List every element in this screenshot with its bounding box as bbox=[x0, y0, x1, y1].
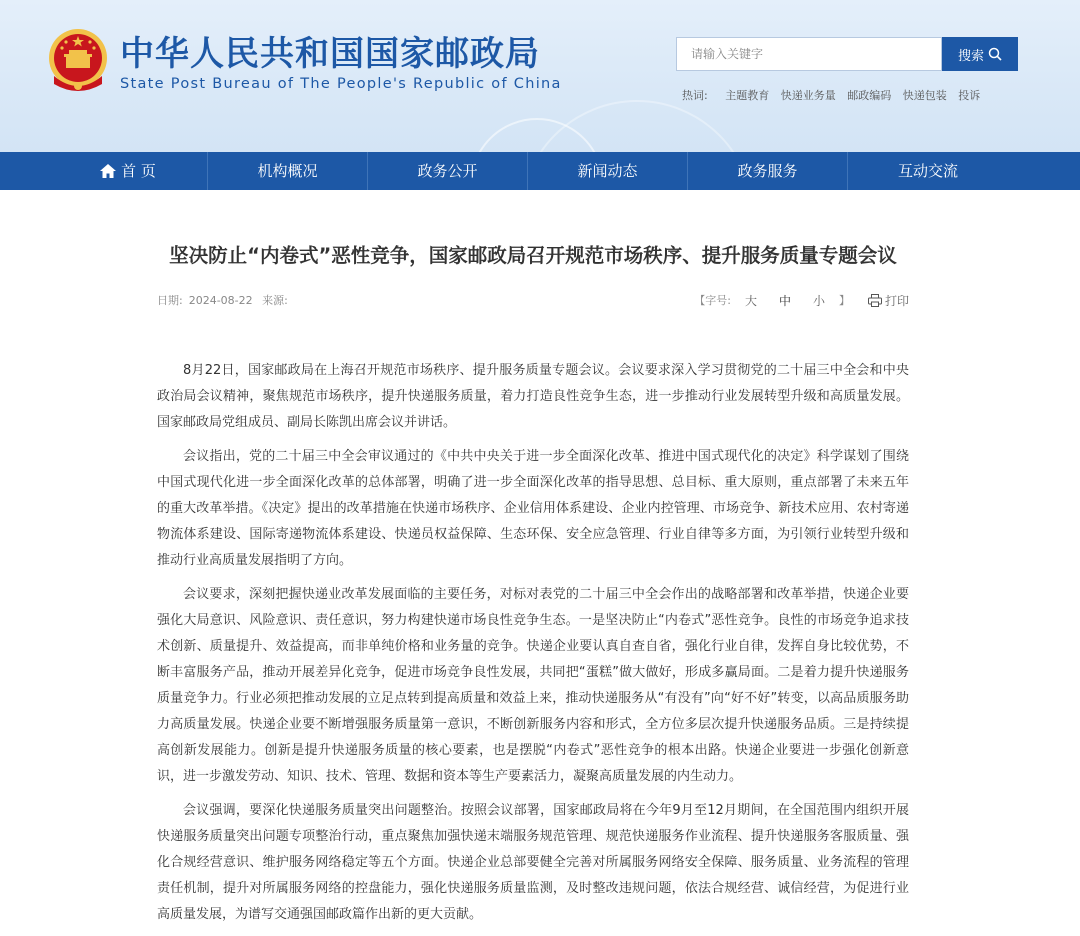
article-title: 坚决防止“内卷式”恶性竞争，国家邮政局召开规范市场秩序、提升服务质量专题会议 bbox=[169, 244, 897, 267]
hotwords-label: 热词: bbox=[682, 89, 708, 102]
search-icon bbox=[988, 47, 1002, 61]
printer-icon bbox=[868, 294, 882, 307]
hotword-link[interactable]: 快递业务量 bbox=[780, 89, 836, 102]
print-button[interactable] bbox=[868, 292, 909, 309]
article-meta-left bbox=[157, 292, 294, 308]
nav-item-label: 互动交流 bbox=[897, 162, 958, 180]
national-emblem-icon[interactable] bbox=[44, 26, 112, 96]
article-meta bbox=[157, 292, 909, 308]
article-tools bbox=[694, 292, 909, 309]
hotword-link[interactable]: 邮政编码 bbox=[847, 89, 892, 102]
site-subtitle: State Post Bureau of The People's Republic of China bbox=[120, 76, 562, 92]
nav-item-interaction[interactable] bbox=[848, 152, 1008, 190]
font-size-bracket: 】 bbox=[838, 294, 850, 307]
article-paragraph: 会议强调，要深化快递服务质量突出问题整治。按照会议部署，国家邮政局将在今年9月至12月期间，在全国范围内组织开展快递服务质量突出问题专项整治行动，重点聚焦加强快递末端服务规范管理、规范快递服务作业流程、提升快递服务客服质量、强化合规经营意识、维护服务网络稳定等五个方面。快递企业总部要健全完善对所属服务网络安全保障、服务质量、业务流程的管理责任机制，提升对所属服务网络的控盘能力，强化快递服务质量监测，及时整改违规问题，依法合规经营、诚信经营，为促进行业高质量发展，为谱写交通强国邮政篇作出新的更大贡献。 bbox=[157, 803, 909, 922]
nav-item-services[interactable] bbox=[688, 152, 848, 190]
nav-item-label: 政务公开 bbox=[417, 162, 478, 180]
nav-item-news[interactable] bbox=[528, 152, 688, 190]
hotwords-bar bbox=[682, 87, 988, 103]
article-paragraph: 8月22日，国家邮政局在上海召开规范市场秩序、提升服务质量专题会议。会议要求深入学习贯彻党的二十届三中全会和中央政治局会议精神，聚焦规范市场秩序，提升快递服务质量，着力打造良性竞争生态，进一步推动行业发展转型升级和高质量发展。国家邮政局党组成员、副局长陈凯出席会议并讲话。 bbox=[157, 363, 909, 430]
article-paragraph: 会议要求，深刻把握快递业改革发展面临的主要任务，对标对表党的二十届三中全会作出的战略部署和改革举措，快递企业要强化大局意识、风险意识、责任意识，努力构建快递市场良性竞争生态。一是坚决防止“内卷式”恶性竞争。良性的市场竞争追求技术创新、质量提升、效益提高，而非单纯价格和业务量的竞争。快递企业要认真自查自省，强化行业自律，发挥自身比较优势，不断丰富服务产品，推动开展差异化竞争，促进市场竞争良性发展，共同把“蛋糕”做大做好，形成多赢局面。二是着力提升快递服务质量竞争力。行业必须把推动发展的立足点转到提高质量和效益上来，推动快递服务从“有没有”向“好不好”转变，以高品质服务助力高质量发展。快递企业要不断增强服务质量第一意识，不断创新服务内容和形式，全方位多层次提升快递服务品质。三是持续提高创新发展能力。创新是提升快递服务质量的核心要素，也是摆脱“内卷式”恶性竞争的根本出路。快递企业要进一步强化创新意识，进一步激发劳动、知识、技术、管理、数据和资本等生产要素活力，凝聚高质量发展的内生动力。 bbox=[157, 587, 909, 784]
hotword-link[interactable]: 快递包装 bbox=[902, 89, 947, 102]
search-button[interactable] bbox=[942, 37, 1018, 71]
nav-item-government-affairs[interactable] bbox=[368, 152, 528, 190]
nav-item-home[interactable] bbox=[48, 152, 208, 190]
site-title[interactable]: 中华人民共和国国家邮政局 bbox=[120, 34, 540, 74]
article-paragraph: 会议指出，党的二十届三中全会审议通过的《中共中央关于进一步全面深化改革、推进中国式现代化的决定》科学谋划了围绕中国式现代化进一步全面深化改革的总体部署，明确了进一步全面深化改革的指导思想、总目标、重大原则，重点部署了未来五年的重大改革举措。《决定》提出的改革措施在快递市场秩序、企业信用体系建设、企业内控管理、市场竞争、新技术应用、农村寄递物流体系建设、国际寄递物流体系建设、快递员权益保障、生态环保、安全应急管理、行业自律等多方面，为引领行业转型升级和推动行业高质量发展指明了方向。 bbox=[157, 449, 909, 568]
hotword-link[interactable]: 投诉 bbox=[958, 89, 981, 102]
hotword-link[interactable]: 主题教育 bbox=[725, 89, 770, 102]
print-label: 打印 bbox=[884, 293, 909, 308]
main-nav bbox=[0, 152, 1080, 190]
home-icon bbox=[99, 163, 117, 179]
publish-date: 2024-08-22 bbox=[188, 294, 253, 307]
font-size-small-button[interactable]: 小 bbox=[812, 293, 825, 308]
font-size-label: 【字号: bbox=[694, 294, 731, 307]
font-size-medium-button[interactable]: 中 bbox=[778, 293, 791, 308]
nav-item-label: 新闻动态 bbox=[577, 162, 638, 180]
nav-item-organization[interactable] bbox=[208, 152, 368, 190]
search-button-label: 搜索 bbox=[957, 48, 984, 64]
font-size-large-button[interactable]: 大 bbox=[744, 293, 757, 308]
source-label: 来源: bbox=[262, 294, 288, 307]
article-body bbox=[157, 358, 909, 928]
nav-item-label: 机构概况 bbox=[257, 162, 318, 180]
nav-item-label: 首 页 bbox=[121, 162, 156, 180]
site-header bbox=[0, 0, 1080, 152]
search-input[interactable] bbox=[676, 37, 942, 71]
article-container bbox=[157, 190, 909, 936]
nav-item-label: 政务服务 bbox=[737, 162, 798, 180]
date-label: 日期: bbox=[157, 294, 183, 307]
